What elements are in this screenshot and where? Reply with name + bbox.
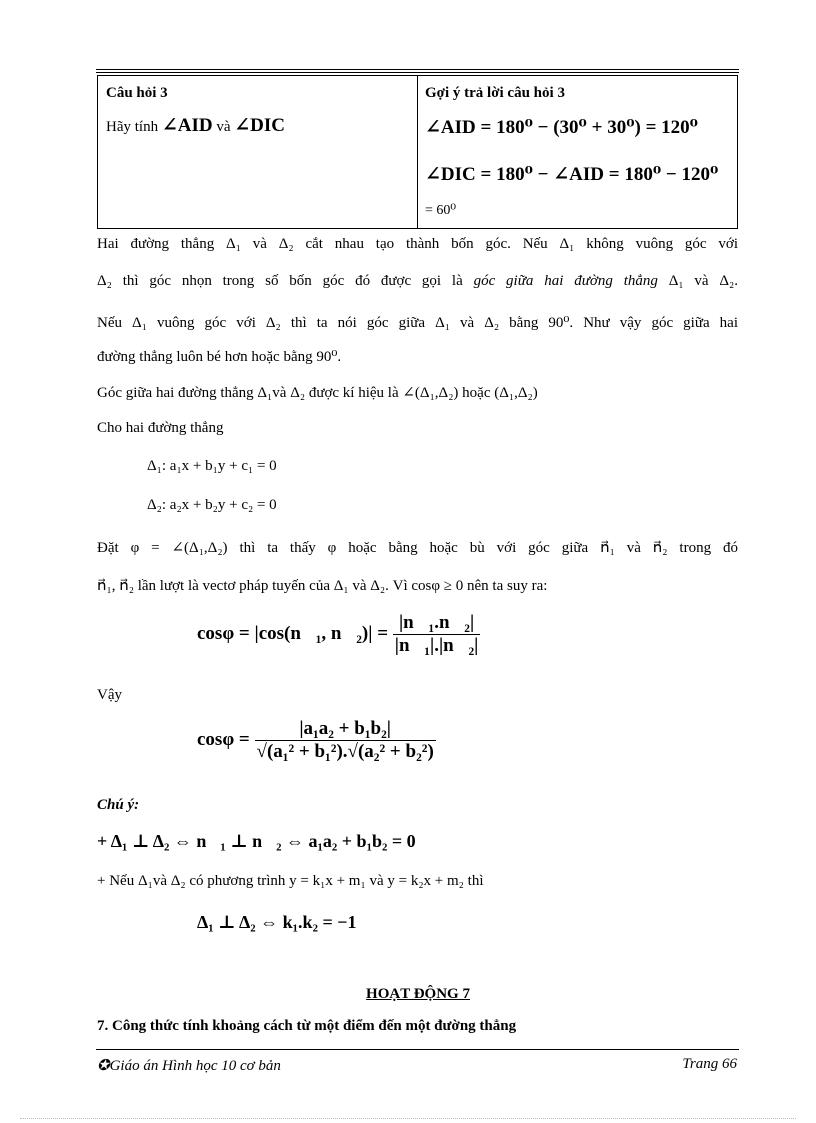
activity-title: HOẠT ĐỘNG 7	[366, 986, 470, 1002]
footer-rule	[96, 1049, 739, 1050]
question-header: Câu hỏi 3	[106, 85, 168, 101]
note-slope-intro: + Nếu Δ₁và Δ₂ có phương trình y = k₁x + m₁ và y = k₂x + m₂ thì	[97, 873, 484, 889]
question-table	[97, 75, 738, 229]
hint-formula-2: ∠DIC = 180⁰ − ∠AID = 180⁰ − 120⁰	[425, 164, 719, 185]
footer-page-number: Trang 66	[682, 1056, 737, 1072]
section-title: 7. Công thức tính khoảng cách từ một điểm đến một đường thẳng	[97, 1018, 517, 1034]
definition-term: góc giữa hai đường thẳng	[473, 273, 658, 289]
page-edge-dotted	[20, 1118, 796, 1119]
note-slope-formula: Δ₁ ⊥ Δ₂ ⇔ k₁.k₂ = −1	[197, 912, 357, 932]
cos-formula-1-fraction: $\frac{\text{|n⃗₁.n⃗₂|}}{\text{|n⃗₁|.|n⃗₂|}}$	[394, 612, 479, 656]
angle-aid: ∠AID	[161, 115, 213, 136]
question-body: Hãy tính ∠AID và ∠DIC	[106, 115, 286, 136]
hint-header: Gợi ý trả lời câu hỏi 3	[425, 85, 565, 101]
para1-line3: Nếu Δ₁ vuông góc với Δ₂ thì ta nói góc giữa Δ₁ và Δ₂ bằng 90⁰. Như vậy góc giữa hai	[97, 315, 738, 331]
given-line: Cho hai đường thẳng	[97, 420, 224, 436]
hint-formula-3: = 60⁰	[425, 203, 457, 218]
line-equation-1: Δ₁: a₁x + b₁y + c₁ = 0	[147, 458, 277, 474]
hint-formula-1: ∠AID = 180⁰ − (30⁰ + 30⁰) = 120⁰	[425, 117, 699, 138]
line-equation-2: Δ₂: a₂x + b₂y + c₂ = 0	[147, 497, 277, 513]
para1-line1: Hai đường thẳng Δ₁ và Δ₂ cắt nhau tạo thành bốn góc. Nếu Δ₁ không vuông góc với	[97, 236, 738, 252]
note-heading: Chú ý:	[97, 797, 140, 813]
para1-line4: đường thẳng luôn bé hơn hoặc bằng 90⁰.	[97, 349, 342, 365]
para1-line2: Δ₂ thì góc nhọn trong số bốn góc đó được gọi là góc giữa hai đường thẳng Δ₁ và Δ₂.	[97, 273, 739, 289]
header-rule-bottom	[96, 72, 739, 73]
notation-line: Góc giữa hai đường thẳng Δ₁và Δ₂ được kí hiệu là ∠(Δ₁,Δ₂) hoặc (Δ₁,Δ₂)	[97, 385, 538, 401]
note-perpendicular: + Δ₁ ⊥ Δ₂ ⇔ n⃗₁ ⊥ n⃗₂ ⇔ a₁a₂ + b₁b₂ = 0	[97, 831, 416, 851]
footer-left: ✪Giáo án Hình học 10 cơ bản	[97, 1058, 281, 1074]
para2-line2: n⃗₁, n⃗₂ lần lượt là vectơ pháp tuyến của Δ₁ và Δ₂. Vì cosφ ≥ 0 nên ta suy ra:	[97, 578, 548, 594]
angle-dic: ∠DIC	[234, 115, 286, 136]
header-rule-top	[96, 69, 739, 70]
table-divider	[417, 76, 418, 228]
cos-formula-1: cosφ = |cos(n⃗₁, n⃗₂)| = $\frac{\text{|n⃗₁.n⃗₂|}}{\text{|n⃗₁|.|n⃗₂|}}$	[197, 612, 479, 656]
para2-line1: Đặt φ = ∠(Δ₁,Δ₂) thì ta thấy φ hoặc bằng hoặc bù với góc giữa n⃗₁ và n⃗₂ trong đó	[97, 540, 738, 556]
cos-formula-2-fraction: $\frac{\text{|a₁a₂ + b₁b₂|}}{\text{√(a₁² + b₁²).√(a₂² + b₂²)}}$	[256, 718, 434, 762]
vay-label: Vậy	[97, 687, 122, 703]
cos-formula-2: cosφ = $\frac{\text{|a₁a₂ + b₁b₂|}}{\text{√(a₁² + b₁²).√(a₂² + b₂²)}}$	[197, 718, 434, 762]
